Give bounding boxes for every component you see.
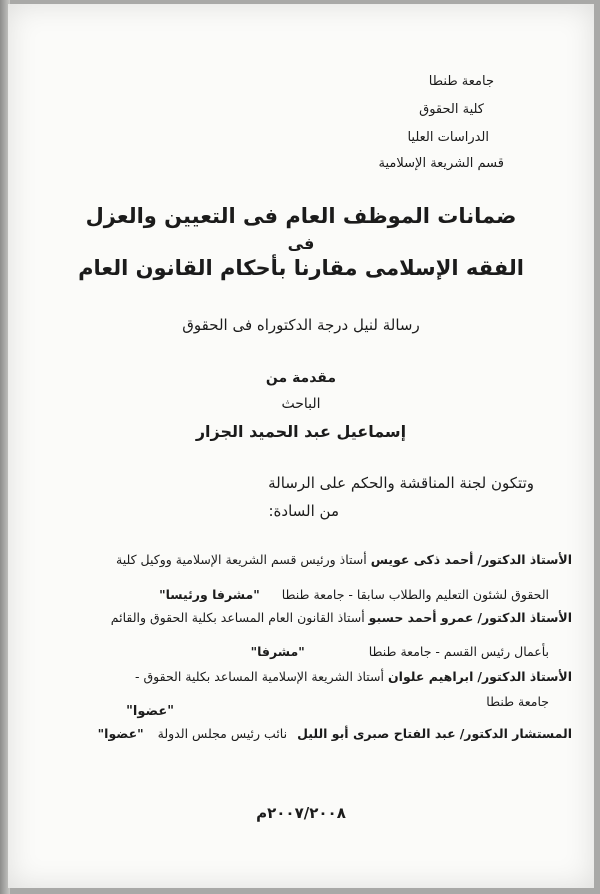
committee-member-2-line2 <box>251 644 549 659</box>
member-title: المستشار الدكتور/ <box>459 726 572 741</box>
committee-intro: وتتكون لجنة المناقشة والحكم على الرسالة <box>268 474 534 492</box>
graduate-studies: الدراسات العليا <box>407 130 489 145</box>
committee-from-label: من السادة: <box>268 502 339 520</box>
researcher-label: الباحث <box>281 396 321 412</box>
member-name: عمرو أحمد حسبو <box>368 610 474 625</box>
member-name: ابراهيم علوان <box>387 669 474 684</box>
member-role: "مشرفا" <box>250 644 305 659</box>
member-name: أحمد ذكى عويس <box>370 552 474 567</box>
member-title: الأستاذ الدكتور/ <box>477 610 572 625</box>
committee-member-2 <box>111 610 572 625</box>
thesis-title-line3: الفقه الإسلامى مقارنا بأحكام القانون العام <box>78 256 524 280</box>
member-description: أستاذ الشريعة الإسلامية المساعد بكلية الحقوق - <box>135 669 384 684</box>
department-name: قسم الشريعة الإسلامية <box>378 156 504 171</box>
member-title: الأستاذ الدكتور/ <box>477 552 572 567</box>
thesis-purpose: رسالة لنيل درجة الدكتوراه فى الحقوق <box>182 316 420 334</box>
university-name: جامعة طنطا <box>428 74 494 89</box>
researcher-name: إسماعيل عبد الحميد الجزار <box>195 422 407 441</box>
member-role: "مشرفا ورئيسا" <box>159 587 260 602</box>
committee-member-3-line2 <box>486 694 549 709</box>
committee-member-1-line2 <box>159 587 549 602</box>
committee-member-3 <box>135 669 572 684</box>
committee-member-1 <box>116 552 572 567</box>
member-description: أستاذ ورئيس قسم الشريعة الإسلامية ووكيل كلية <box>116 552 367 567</box>
member-role: "عضوا" <box>97 726 144 741</box>
committee-member-4 <box>98 726 572 741</box>
thesis-title-line1: ضمانات الموظف العام فى التعيين والعزل <box>85 204 517 228</box>
member-name: عبد الفتاح صبرى أبو الليل <box>297 726 456 741</box>
faculty-name: كلية الحقوق <box>419 102 484 117</box>
thesis-title-line2: فى <box>287 234 315 253</box>
member-description-cont: بأعمال رئيس القسم - جامعة طنطا <box>368 644 549 659</box>
thesis-cover-page <box>8 4 594 888</box>
presented-by: مقدمة من <box>265 370 337 386</box>
member-title: الأستاذ الدكتور/ <box>477 669 572 684</box>
member-description: أستاذ القانون العام المساعد بكلية الحقوق والقائم <box>110 610 365 625</box>
member-description-cont: الحقوق لشئون التعليم والطلاب سابقا - جامعة طنطا <box>281 587 549 602</box>
committee-member-3-role: "عضوا" <box>126 704 174 719</box>
academic-year: ٢٠٠٧/٢٠٠٨م <box>256 804 346 822</box>
member-description: نائب رئيس مجلس الدولة <box>157 726 288 741</box>
member-description-cont: جامعة طنطا <box>486 694 549 709</box>
